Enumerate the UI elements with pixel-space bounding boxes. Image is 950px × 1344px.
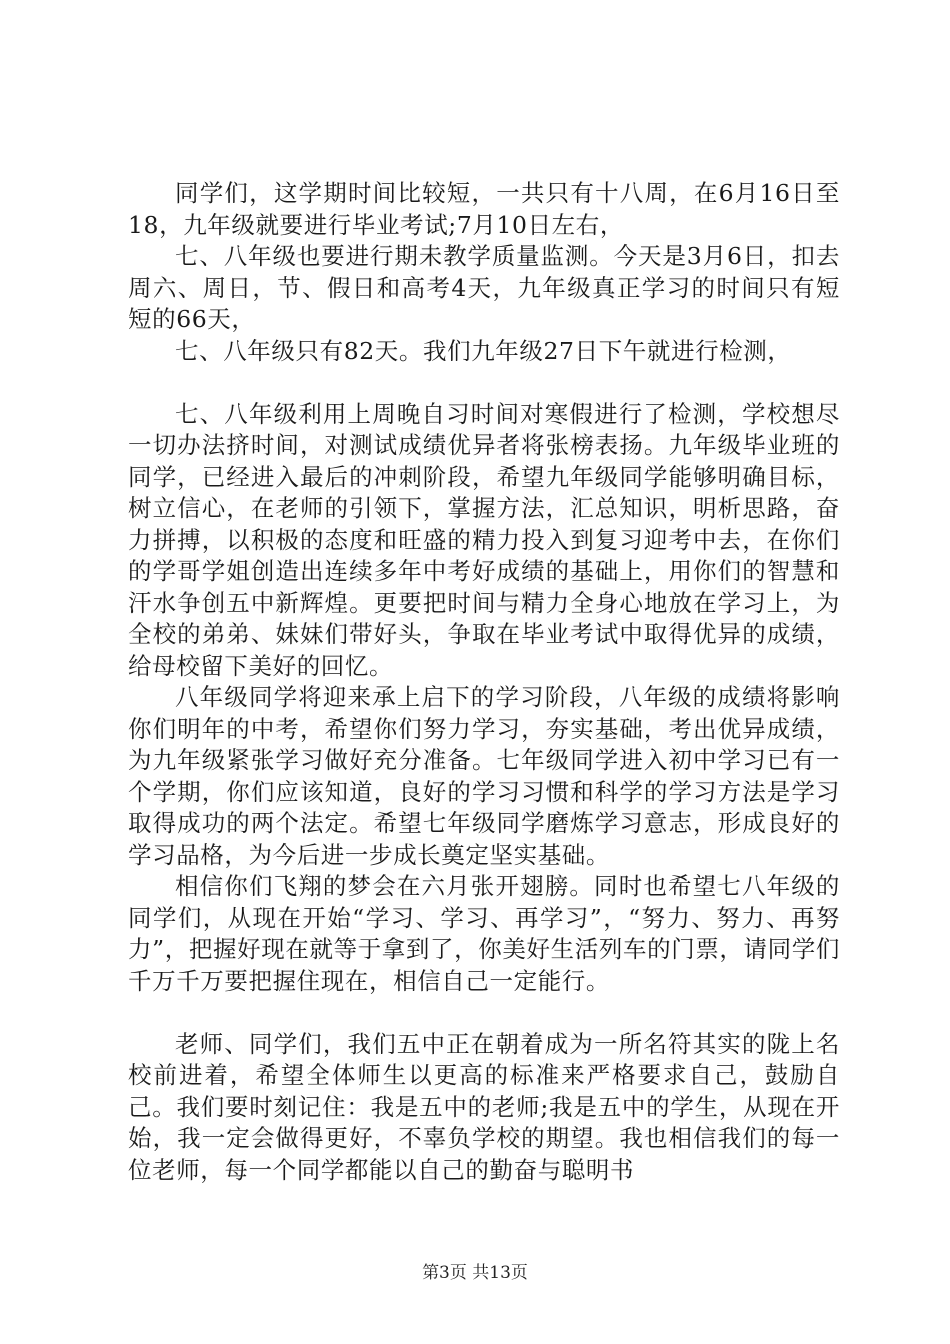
page-number-footer: 第3页 共13页 [422, 1263, 528, 1283]
body-text [128, 178, 840, 1186]
paragraph-6: 相信你们飞翔的梦会在六月张开翅膀。同时也希望七八年级的同学们，从现在开始“学习、学习、再学习”，“努力、努力、再努力”，把握好现在就等于拿到了，你美好生活列车的门票，请同学们千万千万要把握住现在，相信自己一定能行。 [128, 872, 840, 995]
paragraph-2: 七、八年级也要进行期未教学质量监测。今天是3月6日，扣去周六、周日，节、假日和高考4天，九年级真正学习的时间只有短短的66天， [128, 242, 840, 333]
paragraph-5: 八年级同学将迎来承上启下的学习阶段，八年级的成绩将影响你们明年的中考，希望你们努力学习，夯实基础，考出优异成绩，为九年级紧张学习做好充分准备。七年级同学进入初中学习已有一个学期，你们应该知道，良好的学习习惯和科学的学习方法是学习取得成功的两个法定。希望七年级同学磨炼学习意志，形成良好的学习品格，为今后进一步成长奠定坚实基础。 [128, 683, 840, 869]
paragraph-4: 七、八年级利用上周晚自习时间对寒假进行了检测，学校想尽一切办法挤时间，对测试成绩优异者将张榜表扬。九年级毕业班的同学，已经进入最后的冲刺阶段，希望九年级同学能够明确目标，树立信心，在老师的引领下，掌握方法，汇总知识，明析思路，奋力拼搏，以积极的态度和旺盛的精力投入到复习迎考中去，在你们的学哥学姐创造出连续多年中考好成绩的基础上，用你们的智慧和汗水争创五中新辉煌。更要把时间与精力全身心地放在学习上，为全校的弟弟、妹妹们带好头，争取在毕业考试中取得优异的成绩，给母校留下美好的回忆。 [128, 399, 840, 680]
paragraph-3: 七、八年级只有82天。我们九年级27日下午就进行检测， [175, 336, 792, 365]
paragraph-1: 同学们，这学期时间比较短，一共只有十八周，在6月16日至18，九年级就要进行毕业考试;7月10日左右， [128, 179, 840, 239]
paragraph-7: 老师、同学们，我们五中正在朝着成为一所名符其实的陇上名校前进着，希望全体师生以更高的标准来严格要求自己，鼓励自己。我们要时刻记住：我是五中的老师;我是五中的学生，从现在开始，我一定会做得更好，不辜负学校的期望。我也相信我们的每一位老师，每一个同学都能以自己的勤奋与聪明书 [128, 1029, 840, 1184]
